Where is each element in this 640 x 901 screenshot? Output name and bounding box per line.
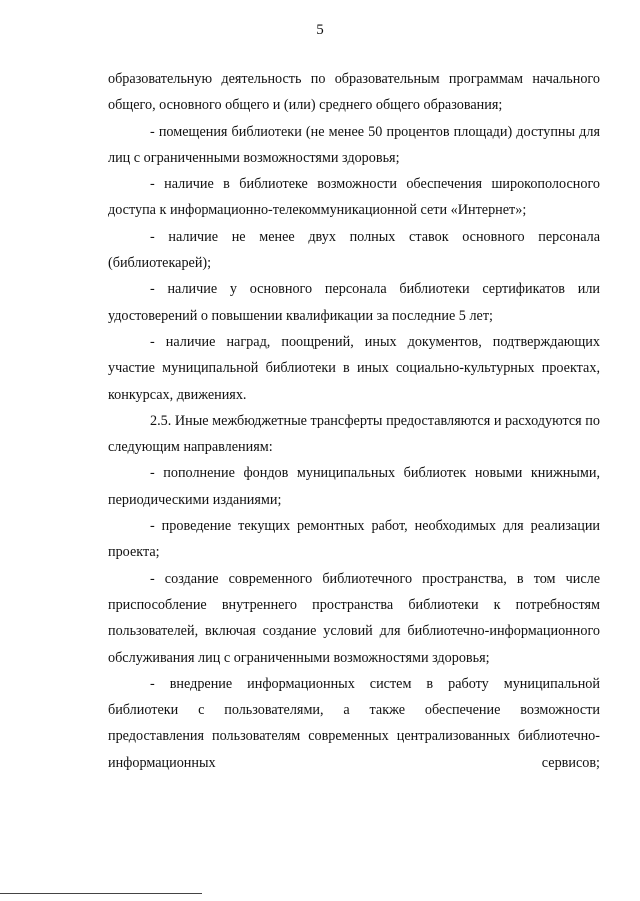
paragraph-fund-replenishment: - пополнение фондов муниципальных библиотек новыми книжными, периодическими изданиями; xyxy=(108,465,600,508)
paragraph-awards: - наличие наград, поощрений, иных документов, подтверждающих участие муниципальной библиотеки в иных социально-культурных проектах, конкурсах, движениях. xyxy=(108,333,600,403)
paragraph-staff-count: - наличие не менее двух полных ставок основного персонала (библиотекарей); xyxy=(108,228,600,272)
footer-rule xyxy=(0,893,202,894)
document-body xyxy=(108,66,600,776)
paragraph-section-2-5: 2.5. Иные межбюджетные трансферты предоставляются и расходуются по следующим направлениям: xyxy=(108,412,600,456)
page-number: 5 xyxy=(316,22,324,38)
paragraph-staff-certificates: - наличие у основного персонала библиотеки сертификатов или удостоверений о повышении квалификации за последние 5 лет; xyxy=(108,281,600,324)
paragraph-repair-works: - проведение текущих ремонтных работ, необходимых для реализации проекта; xyxy=(108,518,600,561)
paragraph-information-systems: - внедрение информационных систем в работу муниципальной библиотеки с пользователями, а также обеспечение возможности предоставления пользователям современных централизованных библиотечно-информационных сервисов; xyxy=(108,675,600,771)
paragraph-internet-access: - наличие в библиотеке возможности обеспечения широкополосного доступа к информационно-телекоммуникационной сети «Интернет»; xyxy=(108,176,600,219)
paragraph-modern-space: - создание современного библиотечного пространства, в том числе приспособление внутреннего пространства библиотеки к потребностям пользователей, включая создание условий для библиотечно-информационного обслуживания лиц с ограниченными возможностями здоровья; xyxy=(108,570,600,666)
paragraph-education-programs: образовательную деятельность по образовательным программам начального общего, основного общего и (или) среднего общего образования; xyxy=(108,71,600,114)
paragraph-accessible-premises: - помещения библиотеки (не менее 50 процентов площади) доступны для лиц с ограниченными возможностями здоровья; xyxy=(108,123,600,166)
